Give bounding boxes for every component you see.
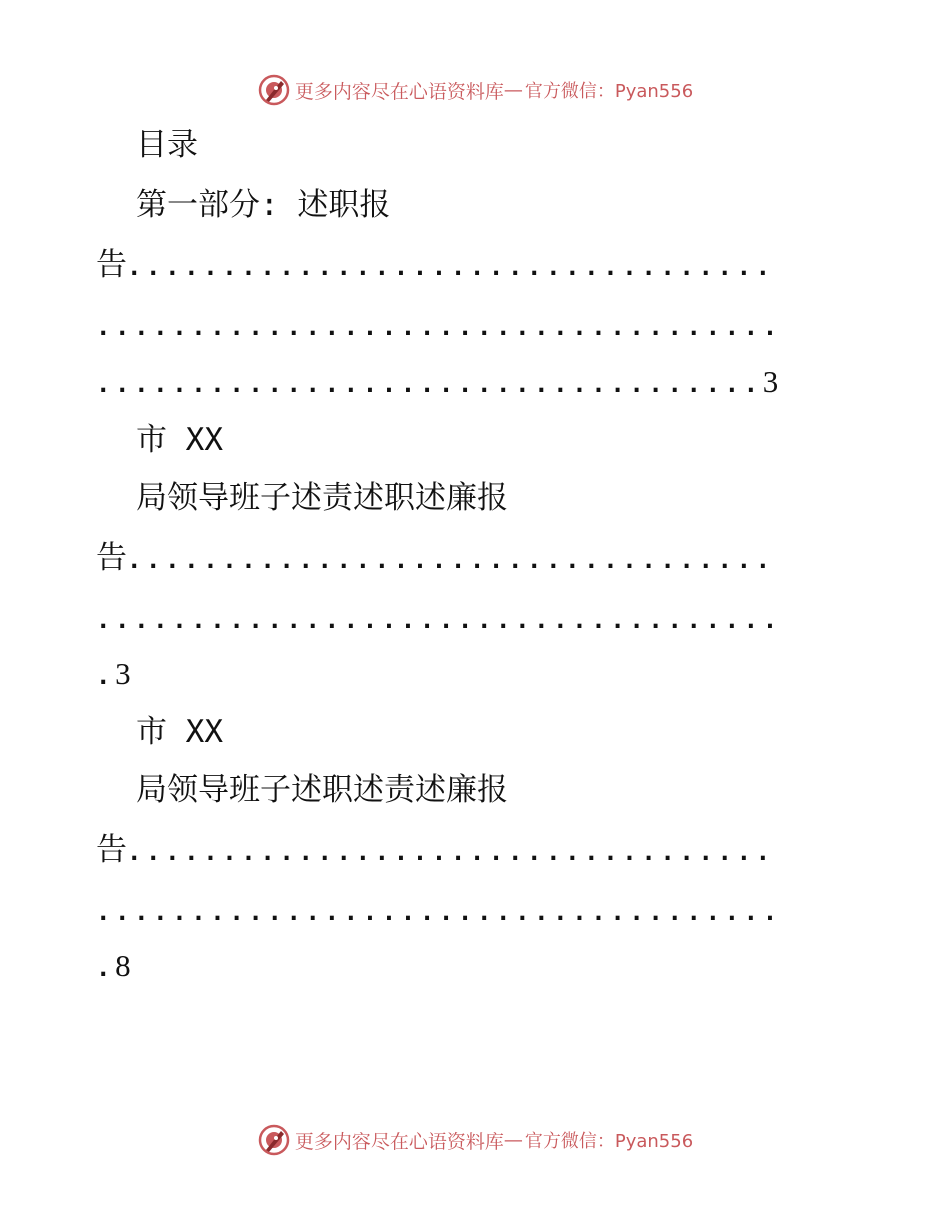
toc-entry-continuation: 告 [96,540,127,576]
watermark-wechat: 官方微信：Pyan556 [524,1131,694,1152]
toc-leader-line [96,362,856,402]
toc-leader-line [96,598,856,638]
dot-leader: ................................... [96,370,763,398]
dot-leader: .................................. [127,546,775,574]
dot-leader: .................................. [127,838,775,866]
dot-leader: . [96,662,116,690]
toc-page-number: 3 [115,656,131,691]
pen-nib-logo-icon [257,73,291,107]
toc-entry-title: 市 XX [136,714,223,750]
dot-leader: .................................... [96,898,782,926]
watermark-text: 更多内容尽在心语资料库 [294,80,504,103]
toc-leader-line [96,830,856,870]
toc-leader-line [96,538,856,578]
watermark-separator: — [503,1129,523,1151]
dot-leader: .................................. [127,253,775,281]
dot-leader: .................................... [96,313,782,341]
pen-nib-logo-icon [257,1123,291,1157]
toc-page-number: 8 [115,948,131,983]
watermark-wechat: 官方微信：Pyan556 [524,81,694,102]
watermark-separator: — [503,79,523,101]
watermark-banner-bottom [0,1120,950,1160]
toc-leader-line [96,654,856,694]
toc-entry-title: 第一部分: 述职报 [136,187,391,223]
toc-entry-title: 局领导班子述职述责述廉报 [136,772,508,808]
toc-heading: 目录 [136,127,198,163]
toc-leader-line [96,305,856,345]
toc-entry-continuation: 告 [96,832,127,868]
toc-page-number: 3 [762,364,779,399]
toc-leader-line [96,245,856,285]
dot-leader: .................................... [96,606,782,634]
toc-leader-line [96,946,856,986]
toc-entry-title: 市 XX [136,422,223,458]
watermark-banner-top [0,70,950,110]
toc-entry-continuation: 告 [96,247,127,283]
dot-leader: . [96,954,116,982]
watermark-text: 更多内容尽在心语资料库 [294,1130,504,1153]
toc-entry-title: 局领导班子述责述职述廉报 [136,480,508,516]
toc-leader-line [96,890,856,930]
